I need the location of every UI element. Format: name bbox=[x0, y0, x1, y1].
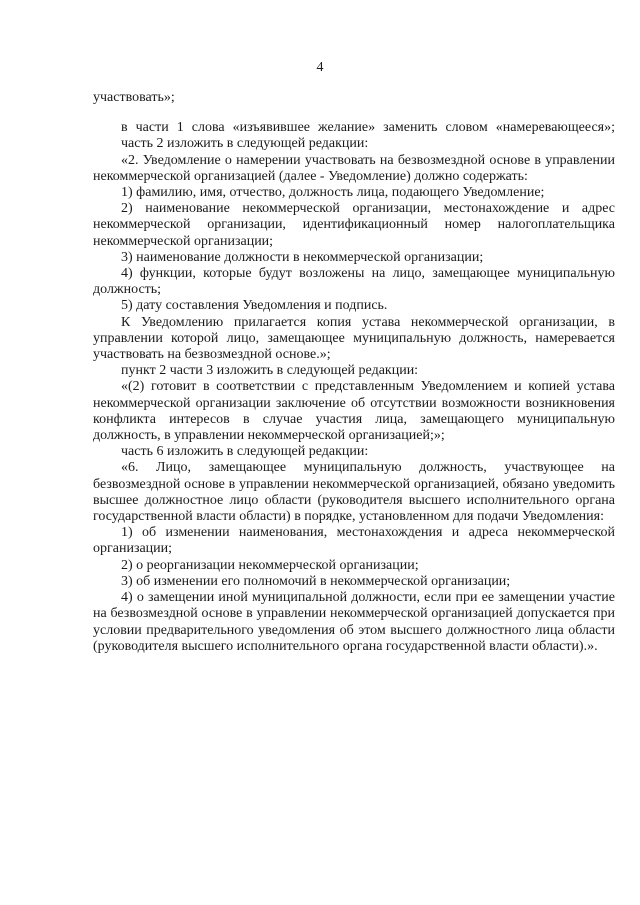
list-item-1: 1) фамилию, имя, отчество, должность лица, подающего Уведомление; bbox=[121, 185, 545, 201]
notify-item-4: 4) о замещении иной муниципальной должности, если при ее замещении участие на безвозмездной основе в управлении некоммерческой организацией допускается при условии предварительного уведомления об этом высшего должностного лица области (руководителя высшего исполнительного органа государственной власти области).». bbox=[93, 590, 615, 654]
list-item-2: 2) наименование некоммерческой организации, местонахождение и адрес некоммерческой организации, идентификационный номер налогоплательщика некоммерческой организации; bbox=[93, 201, 615, 249]
paragraph-continuation: участвовать»; bbox=[93, 90, 175, 105]
paragraph-part6-intro: часть 6 изложить в следующей редакции: bbox=[121, 444, 369, 460]
paragraph-part2-text: «2. Уведомление о намерении участвовать на безвозмездной основе в управлении некоммерческой организацией (далее - Уведомление) должно содержать: bbox=[93, 152, 615, 184]
notify-item-2: 2) о реорганизации некоммерческой организации; bbox=[121, 557, 419, 573]
document-body bbox=[93, 90, 615, 655]
page-number: 4 bbox=[316, 60, 324, 75]
list-item-4: 4) функции, которые будут возложены на лицо, замещающее муниципальную должность; bbox=[93, 266, 615, 298]
notify-item-3: 3) об изменении его полномочий в некоммерческой организации; bbox=[121, 573, 511, 589]
paragraph-part3-intro: пункт 2 части 3 изложить в следующей редакции: bbox=[121, 363, 419, 379]
paragraph-part1-amendment: в части 1 слова «изъявившее желание» заменить словом «намеревающееся»; bbox=[121, 120, 615, 136]
paragraph-attachment: К Уведомлению прилагается копия устава некоммерческой организации, в управлении которой лицо, замещающее муниципальную должность, намеревается участвовать на безвозмездной основе.»; bbox=[93, 314, 615, 363]
notify-item-1: 1) об изменении наименования, местонахождения и адреса некоммерческой организации; bbox=[93, 525, 615, 557]
paragraph-part6-text: «6. Лицо, замещающее муниципальную должность, участвующее на безвозмездной основе в управлении некоммерческой организацией, обязано уведомить высшее должностное лицо области (руководителя высшего исполнительного органа государственной власти области) в порядке, установленном для подачи Уведомления: bbox=[93, 460, 615, 525]
paragraph-part2-intro: часть 2 изложить в следующей редакции: bbox=[121, 136, 369, 152]
list-item-5: 5) дату составления Уведомления и подпись. bbox=[121, 298, 388, 314]
list-item-3: 3) наименование должности в некоммерческой организации; bbox=[121, 249, 484, 265]
paragraph-part3-text: «(2) готовит в соответствии с представленным Уведомлением и копией устава некоммерческой организации заключение об отсутствии возможности возникновения конфликта интересов в случае участия лица, замещающего муниципальную должность, в управлении некоммерческой организацией;»; bbox=[93, 379, 615, 444]
